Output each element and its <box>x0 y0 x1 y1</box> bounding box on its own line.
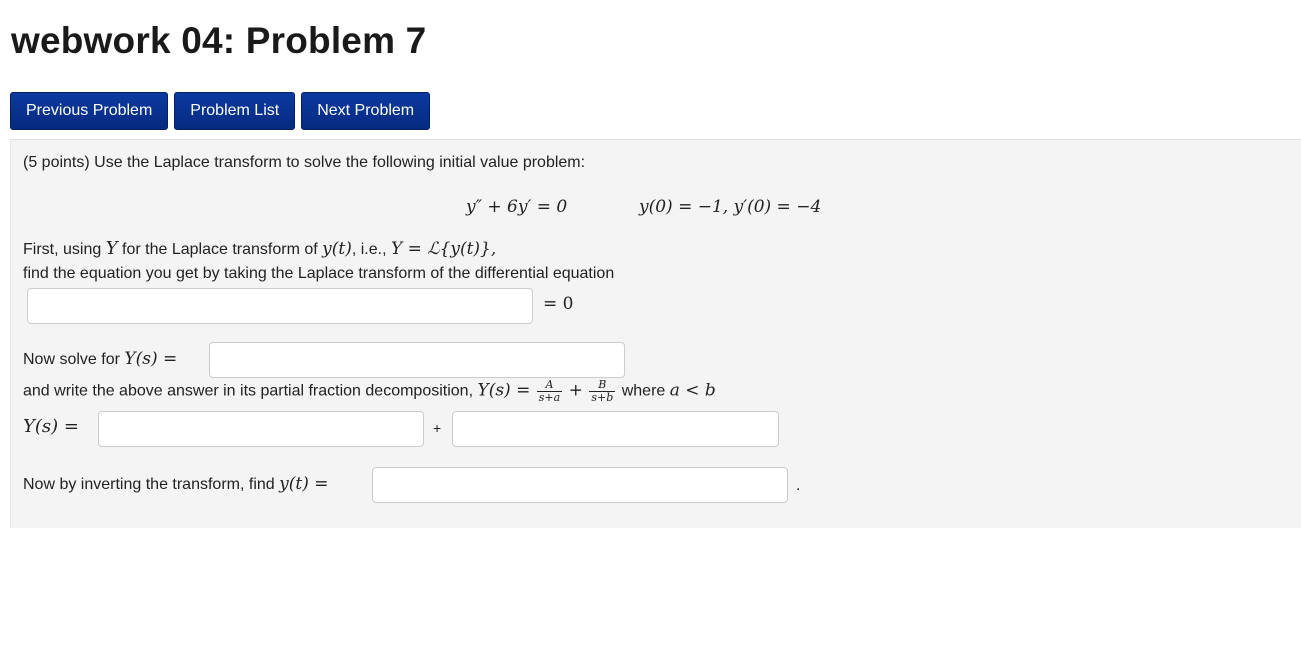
final-period: . <box>796 477 801 494</box>
step1-line2: find the equation you get by taking the Laplace transform of the differential equation <box>23 265 615 282</box>
step1-ie: , i.e., <box>351 241 387 258</box>
fraction-A <box>537 379 562 404</box>
step1-line1 <box>23 238 496 259</box>
step1-prefix: First, using <box>23 241 102 258</box>
fraction-plus: + <box>568 380 583 401</box>
equals-zero: = 0 <box>543 294 574 314</box>
previous-problem-button[interactable]: Previous Problem <box>10 92 168 130</box>
step1-mid: for the Laplace transform of <box>122 241 318 258</box>
partial-fraction-row <box>23 379 716 404</box>
fraction-B-denominator: s+b <box>591 391 614 404</box>
solve-label: Now solve for <box>23 351 120 368</box>
problem-body <box>10 139 1301 528</box>
fraction-A-numerator: A <box>537 379 562 392</box>
partial-label: and write the above answer in its partial fraction decomposition, <box>23 382 474 400</box>
partial-Ys: Y(s) = <box>477 380 531 401</box>
step1-Y: Y <box>105 238 118 259</box>
problem-list-button[interactable]: Problem List <box>174 92 295 130</box>
page-title: webwork 04: Problem 7 <box>11 20 427 61</box>
plus-sign: + <box>433 420 442 436</box>
Ys-label: Y(s) = <box>23 416 79 437</box>
fraction-B-numerator: B <box>589 379 615 392</box>
fraction-A-denominator: s+a <box>538 391 561 404</box>
step1-def: Y = ℒ{y(t)}, <box>391 239 497 259</box>
step1-yt: y(t) <box>322 239 352 259</box>
ode-equation: y″ + 6y′ = 0 <box>466 197 568 217</box>
problem-intro: (5 points) Use the Laplace transform to solve the following initial value problem: <box>23 154 586 171</box>
where-condition: a < b <box>669 380 716 401</box>
fraction-B <box>589 379 615 404</box>
partial-fraction-1-input[interactable] <box>98 411 424 447</box>
invert-label: Now by inverting the transform, find <box>23 476 275 493</box>
problem-nav <box>10 92 430 130</box>
next-problem-button[interactable]: Next Problem <box>301 92 430 130</box>
invert-yt: y(t) = <box>279 474 329 494</box>
transform-equation-input[interactable] <box>27 288 533 324</box>
solve-label-row <box>23 349 177 369</box>
where-label: where <box>621 382 666 400</box>
invert-row <box>23 474 328 494</box>
initial-conditions: y(0) = −1, y′(0) = −4 <box>639 197 822 217</box>
yt-solution-input[interactable] <box>372 467 788 503</box>
Ys-solution-input[interactable] <box>209 342 625 378</box>
partial-fraction-2-input[interactable] <box>452 411 779 447</box>
solve-Ys: Y(s) = <box>124 349 178 369</box>
